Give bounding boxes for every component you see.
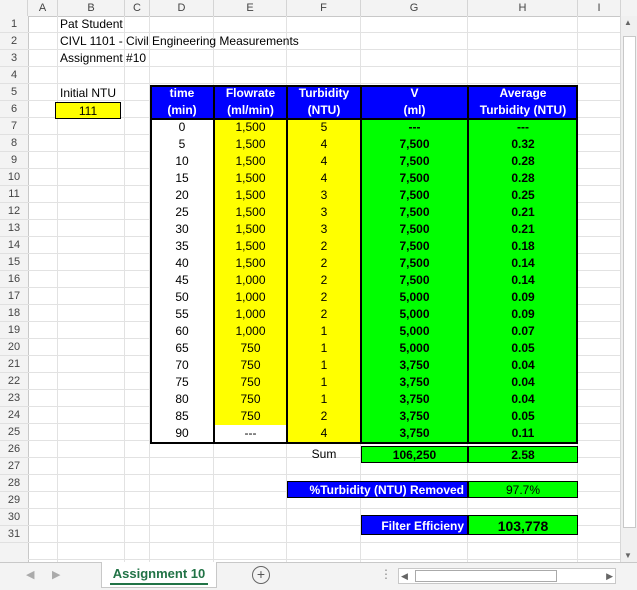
cell-avg[interactable]: 0.04 <box>468 374 578 391</box>
cell-avg[interactable]: 0.21 <box>468 204 578 221</box>
row-header-16[interactable]: 16 <box>0 271 28 288</box>
cell-vol[interactable]: 7,500 <box>361 238 468 255</box>
cell-time[interactable]: 20 <box>150 187 214 204</box>
cell-turb[interactable]: 4 <box>287 136 361 153</box>
row-header-6[interactable]: 6 <box>0 101 28 118</box>
cell-time[interactable]: 0 <box>150 119 214 136</box>
cell-time[interactable]: 5 <box>150 136 214 153</box>
cell-flow[interactable]: 750 <box>214 340 287 357</box>
cell-time[interactable]: 50 <box>150 289 214 306</box>
row-header-31[interactable]: 31 <box>0 526 28 543</box>
cell-turb[interactable]: 4 <box>287 153 361 170</box>
row-header-7[interactable]: 7 <box>0 118 28 135</box>
tab-scroll-left-icon[interactable]: ◀ <box>26 569 35 581</box>
horizontal-scroll-thumb[interactable] <box>415 570 557 582</box>
cell-time[interactable]: 25 <box>150 204 214 221</box>
row-header-1[interactable]: 1 <box>0 16 28 33</box>
student-name: Pat Student <box>60 17 123 31</box>
table-column-divider <box>286 85 288 444</box>
cell-time[interactable]: 85 <box>150 408 214 425</box>
row-header-8[interactable]: 8 <box>0 135 28 152</box>
cell-vol[interactable]: 5,000 <box>361 323 468 340</box>
cell-time[interactable]: 90 <box>150 425 214 442</box>
vertical-scroll-thumb[interactable] <box>623 36 636 528</box>
header-time-unit: (min) <box>150 102 214 119</box>
cell-turb[interactable]: 1 <box>287 323 361 340</box>
cell-vol[interactable]: 5,000 <box>361 340 468 357</box>
cell-turb[interactable]: 3 <box>287 187 361 204</box>
cell-time[interactable]: 35 <box>150 238 214 255</box>
cell-flow[interactable]: 1,500 <box>214 187 287 204</box>
row-header-19[interactable]: 19 <box>0 322 28 339</box>
cell-time[interactable]: 15 <box>150 170 214 187</box>
cell-flow[interactable]: 1,000 <box>214 323 287 340</box>
cell-avg[interactable]: 0.28 <box>468 153 578 170</box>
turbidity-removed-label: %Turbidity (NTU) Removed <box>287 481 468 498</box>
sum-label: Sum <box>311 447 337 461</box>
cell-avg[interactable]: 0.04 <box>468 357 578 374</box>
cell-flow[interactable]: 1,500 <box>214 153 287 170</box>
cell-time[interactable]: 10 <box>150 153 214 170</box>
filter-efficiency-value[interactable]: 103,778 <box>468 515 578 535</box>
scroll-down-icon[interactable]: ▼ <box>624 551 632 560</box>
cell-turb[interactable]: 4 <box>287 425 361 442</box>
cell-vol[interactable]: --- <box>361 119 468 136</box>
cell-time[interactable]: 40 <box>150 255 214 272</box>
filter-efficiency-label: Filter Efficieny <box>361 515 468 535</box>
select-all-corner[interactable] <box>0 0 28 16</box>
vertical-scrollbar[interactable] <box>620 16 637 562</box>
cell-avg[interactable]: 0.32 <box>468 136 578 153</box>
cell-vol[interactable]: 5,000 <box>361 306 468 323</box>
cell-turb[interactable]: 3 <box>287 204 361 221</box>
row-header-14[interactable]: 14 <box>0 237 28 254</box>
row-header-4[interactable]: 4 <box>0 67 28 84</box>
cell-avg[interactable]: 0.09 <box>468 306 578 323</box>
cell-vol[interactable]: 5,000 <box>361 289 468 306</box>
header-flowrate: Flowrate <box>214 85 287 102</box>
cell-avg[interactable]: 0.05 <box>468 340 578 357</box>
initial-ntu-value[interactable]: 111 <box>55 102 121 119</box>
row-header-24[interactable]: 24 <box>0 407 28 424</box>
turbidity-removed-value[interactable]: 97.7% <box>468 481 578 498</box>
row-header-25[interactable]: 25 <box>0 424 28 441</box>
cell-turb[interactable]: 2 <box>287 255 361 272</box>
cell-vol[interactable]: 7,500 <box>361 255 468 272</box>
hscroll-right-icon[interactable]: ▶ <box>606 571 613 581</box>
cell-vol[interactable]: 3,750 <box>361 408 468 425</box>
header-avg-turbidity-unit: Turbidity (NTU) <box>468 102 578 119</box>
cell-time[interactable]: 55 <box>150 306 214 323</box>
cell-vol[interactable]: 7,500 <box>361 204 468 221</box>
header-avg-turbidity: Average <box>468 85 578 102</box>
cell-flow[interactable]: --- <box>214 425 287 442</box>
header-volume-unit: (ml) <box>361 102 468 119</box>
cell-avg[interactable]: 0.04 <box>468 391 578 408</box>
row-header-2[interactable]: 2 <box>0 33 28 50</box>
cell-vol[interactable]: 7,500 <box>361 221 468 238</box>
cell-avg[interactable]: 0.05 <box>468 408 578 425</box>
cell-turb[interactable]: 1 <box>287 357 361 374</box>
column-header-c[interactable]: C <box>125 0 150 16</box>
assignment-label: Assignment #10 <box>60 51 147 65</box>
table-column-divider <box>467 85 469 444</box>
cell-avg[interactable]: 0.28 <box>468 170 578 187</box>
cell-flow[interactable]: 1,500 <box>214 119 287 136</box>
cell-vol[interactable]: 7,500 <box>361 170 468 187</box>
cell-vol[interactable]: 7,500 <box>361 136 468 153</box>
cell-flow[interactable]: 1,500 <box>214 136 287 153</box>
row-header-10[interactable]: 10 <box>0 169 28 186</box>
header-turbidity: Turbidity <box>287 85 361 102</box>
cell-avg[interactable]: 0.18 <box>468 238 578 255</box>
cell-flow[interactable]: 1,500 <box>214 238 287 255</box>
splitter-dots-icon[interactable]: ⋮ <box>380 567 392 581</box>
hscroll-left-icon[interactable]: ◀ <box>401 571 408 581</box>
column-header-bar <box>0 0 637 17</box>
cell-vol[interactable]: 7,500 <box>361 272 468 289</box>
table-column-divider <box>213 85 215 444</box>
column-header-d[interactable]: D <box>150 0 214 16</box>
sheet-tab-bar <box>0 562 637 590</box>
column-header-a[interactable]: A <box>28 0 58 16</box>
sum-avg-turbidity[interactable]: 2.58 <box>468 446 578 463</box>
row-header-17[interactable]: 17 <box>0 288 28 305</box>
cell-flow[interactable]: 1,000 <box>214 289 287 306</box>
table-header-divider <box>150 118 578 120</box>
cell-turb[interactable]: 3 <box>287 221 361 238</box>
tab-scroll-right-icon[interactable]: ▶ <box>52 569 61 581</box>
cell-turb[interactable]: 2 <box>287 289 361 306</box>
row-header-28[interactable]: 28 <box>0 475 28 492</box>
cell-flow[interactable]: 1,500 <box>214 255 287 272</box>
cell-vol[interactable]: 3,750 <box>361 374 468 391</box>
sheet-tab-assignment-10[interactable]: Assignment 10 <box>101 562 217 588</box>
cell-flow[interactable]: 750 <box>214 391 287 408</box>
header-flowrate-unit: (ml/min) <box>214 102 287 119</box>
cell-avg[interactable]: 0.14 <box>468 272 578 289</box>
cell-flow[interactable]: 750 <box>214 408 287 425</box>
cell-vol[interactable]: 7,500 <box>361 187 468 204</box>
row-header-26[interactable]: 26 <box>0 441 28 458</box>
add-sheet-icon[interactable]: + <box>252 566 270 584</box>
row-header-12[interactable]: 12 <box>0 203 28 220</box>
cell-time[interactable]: 70 <box>150 357 214 374</box>
header-time: time <box>150 85 214 102</box>
row-header-bar <box>0 16 29 562</box>
cell-avg[interactable]: 0.25 <box>468 187 578 204</box>
row-header-5[interactable]: 5 <box>0 84 28 101</box>
row-header-9[interactable]: 9 <box>0 152 28 169</box>
row-header-27[interactable]: 27 <box>0 458 28 475</box>
cell-turb[interactable]: 1 <box>287 340 361 357</box>
cell-avg[interactable]: 0.11 <box>468 425 578 442</box>
row-header-15[interactable]: 15 <box>0 254 28 271</box>
cell-vol[interactable]: 3,750 <box>361 391 468 408</box>
row-header-23[interactable]: 23 <box>0 390 28 407</box>
table-column-divider <box>360 85 362 444</box>
cell-turb[interactable]: 2 <box>287 238 361 255</box>
cell-turb[interactable]: 1 <box>287 374 361 391</box>
cell-avg[interactable]: 0.09 <box>468 289 578 306</box>
cell-turb[interactable]: 1 <box>287 391 361 408</box>
horizontal-scrollbar[interactable] <box>398 568 616 584</box>
cell-time[interactable]: 60 <box>150 323 214 340</box>
column-header-g[interactable]: G <box>361 0 468 16</box>
cell-vol[interactable]: 7,500 <box>361 153 468 170</box>
cell-vol[interactable]: 3,750 <box>361 357 468 374</box>
cell-vol[interactable]: 3,750 <box>361 425 468 442</box>
header-volume: V <box>361 85 468 102</box>
cell-flow[interactable]: 1,500 <box>214 170 287 187</box>
row-header-30[interactable]: 30 <box>0 509 28 526</box>
cell-turb[interactable]: 2 <box>287 408 361 425</box>
row-header-22[interactable]: 22 <box>0 373 28 390</box>
cell-avg[interactable]: 0.07 <box>468 323 578 340</box>
scroll-up-icon[interactable]: ▲ <box>624 18 632 27</box>
cell-turb[interactable]: 2 <box>287 306 361 323</box>
cell-turb[interactable]: 5 <box>287 119 361 136</box>
cell-time[interactable]: 30 <box>150 221 214 238</box>
row-header-29[interactable]: 29 <box>0 492 28 509</box>
initial-ntu-label: Initial NTU <box>60 86 117 100</box>
cell-flow[interactable]: 1,500 <box>214 221 287 238</box>
cell-time[interactable]: 75 <box>150 374 214 391</box>
row-header-18[interactable]: 18 <box>0 305 28 322</box>
row-header-21[interactable]: 21 <box>0 356 28 373</box>
cell-flow[interactable]: 750 <box>214 374 287 391</box>
cell-time[interactable]: 80 <box>150 391 214 408</box>
row-header-11[interactable]: 11 <box>0 186 28 203</box>
row-header-13[interactable]: 13 <box>0 220 28 237</box>
cell-turb[interactable]: 2 <box>287 272 361 289</box>
column-header-f[interactable]: F <box>287 0 361 16</box>
row-header-3[interactable]: 3 <box>0 50 28 67</box>
row-header-20[interactable]: 20 <box>0 339 28 356</box>
cell-flow[interactable]: 750 <box>214 357 287 374</box>
course-title: CIVL 1101 - Civil Engineering Measurements <box>60 34 299 48</box>
cell-time[interactable]: 65 <box>150 340 214 357</box>
cell-flow[interactable]: 1,000 <box>214 306 287 323</box>
cell-avg[interactable]: 0.21 <box>468 221 578 238</box>
column-header-e[interactable]: E <box>214 0 287 16</box>
cell-avg[interactable]: --- <box>468 119 578 136</box>
cell-turb[interactable]: 4 <box>287 170 361 187</box>
cell-flow[interactable]: 1,000 <box>214 272 287 289</box>
column-header-i[interactable]: I <box>578 0 621 16</box>
sum-volume[interactable]: 106,250 <box>361 446 468 463</box>
header-turbidity-unit: (NTU) <box>287 102 361 119</box>
column-header-h[interactable]: H <box>468 0 578 16</box>
column-header-b[interactable]: B <box>58 0 125 16</box>
cell-time[interactable]: 45 <box>150 272 214 289</box>
cell-avg[interactable]: 0.14 <box>468 255 578 272</box>
cell-flow[interactable]: 1,500 <box>214 204 287 221</box>
